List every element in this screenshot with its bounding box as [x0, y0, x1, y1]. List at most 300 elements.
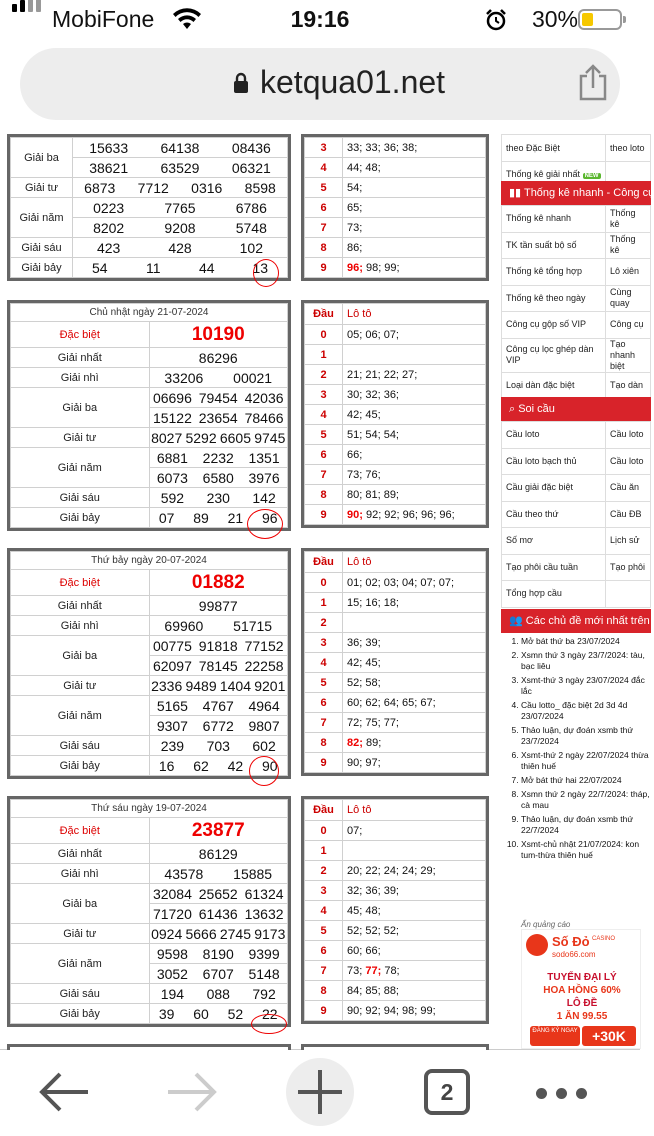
ad-block[interactable] — [521, 920, 641, 1049]
highlight-number: 96; — [347, 261, 363, 274]
prize-number: 61324 — [244, 885, 284, 902]
prize-label: Giải bảy — [11, 258, 73, 278]
quick-stats-panel — [501, 181, 654, 399]
new-tab-button[interactable] — [286, 1058, 354, 1126]
sidebar-link[interactable]: Số mơ — [502, 528, 606, 555]
prize-number: 792 — [252, 985, 276, 1002]
prize-number: 42 — [227, 757, 244, 774]
topic-link[interactable]: 3. Xsmt-thứ 3 ngày 23/07/2024 đắc lắc — [521, 675, 651, 697]
prize-label: Giải sáu — [11, 238, 73, 258]
prize-number: 42036 — [244, 389, 284, 406]
prize-number: 6881 — [156, 449, 188, 466]
loto-row — [305, 921, 486, 941]
prize-row — [11, 756, 288, 776]
loto-row — [305, 385, 486, 405]
prize-label: Giải nhì — [11, 616, 150, 636]
prize-number: 71720 — [152, 905, 192, 922]
loto-table — [301, 300, 489, 528]
loto-numbers: 86; — [343, 238, 486, 258]
prize-row — [11, 258, 288, 278]
sidebar-link[interactable]: Cùng quay — [606, 285, 651, 312]
prize-row — [11, 388, 288, 408]
prize-row — [11, 348, 288, 368]
prize-number: 5165 — [156, 697, 188, 714]
prize-number: 6873 — [84, 179, 116, 196]
prize-number: 7712 — [137, 179, 169, 196]
prize-number: 22258 — [244, 657, 284, 674]
back-icon[interactable] — [38, 1070, 90, 1114]
prize-number: 07 — [158, 509, 175, 526]
loto-row — [305, 821, 486, 841]
prize-number: 96 — [262, 509, 278, 526]
topic-link[interactable]: 4. Cầu lotto_ đặc biệt 2d 3d 4d 23/07/2024 — [521, 700, 651, 722]
prize-number: 0924 — [151, 925, 183, 942]
special-prize-value: 23877 — [149, 818, 288, 844]
sidebar-link[interactable]: Tạo phôi cầu tuần — [502, 554, 606, 581]
loto-head-digit: 9 — [305, 505, 343, 525]
ad-register-button[interactable]: ĐĂNG KÝ NGAY — [530, 1026, 580, 1046]
prize-number: 62 — [193, 757, 209, 774]
prize-number: 06696 — [152, 389, 192, 406]
prize-label: Giải bảy — [11, 508, 150, 528]
topic-link[interactable]: 9. Thảo luận, dự đoán xsmb thứ 22/7/2024 — [521, 814, 651, 836]
loto-head-digit: 1 — [305, 345, 343, 365]
browser-toolbar — [0, 1050, 640, 1136]
sidebar-row — [502, 285, 651, 312]
prize-number: 9807 — [248, 717, 280, 734]
page-content — [0, 138, 654, 1050]
loto-head-digit: 3 — [305, 138, 343, 158]
highlight-number: 90; — [347, 508, 363, 521]
prize-number: 51715 — [233, 617, 273, 634]
prize-number: 6605 — [219, 429, 252, 446]
prize-number: 13632 — [244, 905, 284, 922]
special-prize-row: Đặc biệt 01882 — [11, 570, 288, 596]
loto-head-digit: 4 — [305, 158, 343, 178]
prize-number: 9745 — [254, 429, 286, 446]
prize-row — [11, 944, 288, 964]
loto-numbers: 90; 92; 92; 96; 96; 96; — [343, 505, 486, 525]
prize-row — [11, 508, 288, 528]
prize-number: 7765 — [164, 199, 196, 216]
loto-numbers: 60; 62; 64; 65; 67; — [343, 693, 486, 713]
prize-number: 44 — [198, 259, 215, 276]
sidebar-link[interactable]: Cầu loto bạch thủ — [502, 448, 606, 475]
topic-link[interactable]: 5. Thảo luận, dự đoán xsmb thứ 23/7/2024 — [521, 725, 651, 747]
prize-number: 6073 — [156, 469, 188, 486]
prize-label: Giải sáu — [11, 984, 150, 1004]
prize-label: Giải năm — [11, 696, 150, 736]
loto-numbers: 73; 77; 78; — [343, 961, 486, 981]
loto-row — [305, 405, 486, 425]
prize-label: Giải nhì — [11, 864, 150, 884]
prize-label: Giải nhì — [11, 368, 150, 388]
loto-head-digit: 9 — [305, 753, 343, 773]
sidebar-row — [502, 475, 651, 502]
highlight-number: 82; — [347, 736, 363, 749]
prize-number: 9489 — [185, 677, 217, 694]
sidebar-link[interactable]: theo loto — [606, 135, 651, 162]
sidebar-link[interactable]: Cầu loto — [502, 422, 606, 449]
topic-link[interactable]: 7. Mở bát thứ hai 22/07/2024 — [521, 775, 651, 786]
prize-number: 9208 — [164, 219, 196, 236]
prize-row — [11, 198, 288, 218]
loto-numbers: 44; 48; — [343, 158, 486, 178]
hide-ad-link[interactable]: Ẩn quảng cáo — [521, 920, 571, 929]
loto-row — [305, 593, 486, 613]
topics-panel — [501, 609, 651, 633]
ad-bonus: +30K — [582, 1026, 636, 1046]
prize-row — [11, 676, 288, 696]
result-table — [7, 548, 291, 779]
loto-numbers: 21; 21; 22; 27; — [343, 365, 486, 385]
sidebar-link[interactable]: Thống kê theo ngày — [502, 285, 606, 312]
prize-number: 592 — [160, 489, 185, 506]
prize-number: 22 — [262, 1005, 278, 1022]
ad-line: TUYỂN ĐẠI LÝ — [547, 972, 617, 983]
loto-head-digit: 7 — [305, 961, 343, 981]
quick-stats-header: ▮▮ Thống kê nhanh - Công cụ — [501, 181, 651, 205]
ad-brand: Số Đỏ — [552, 934, 590, 949]
prize-number: 23654 — [198, 409, 238, 426]
sidebar-row — [502, 448, 651, 475]
sidebar-link[interactable]: Tổng hợp cầu — [502, 581, 606, 608]
prize-number: 0316 — [191, 179, 223, 196]
sidebar-link[interactable]: Thống kê nhanh — [502, 206, 606, 233]
prize-row — [11, 844, 288, 864]
prize-number: 62097 — [152, 657, 192, 674]
loto-head-digit: 6 — [305, 693, 343, 713]
prize-number: 08436 — [231, 139, 271, 156]
loto-row — [305, 485, 486, 505]
chart-icon: ▮▮ — [509, 187, 524, 199]
prize-number: 1351 — [248, 449, 280, 466]
status-bar — [0, 0, 640, 40]
loto-head-digit: 1 — [305, 593, 343, 613]
date-header: Chủ nhật ngày 21-07-2024 — [11, 304, 288, 322]
sidebar-link[interactable]: Cầu loto — [606, 448, 651, 475]
prize-label: Giải bảy — [11, 1004, 150, 1024]
special-prize-row: Đặc biệt 10190 — [11, 322, 288, 348]
loto-head-digit: 6 — [305, 198, 343, 218]
prize-number: 39 — [158, 1005, 175, 1022]
tab-switcher-button[interactable]: 2 — [424, 1069, 470, 1115]
loto-numbers: 66; — [343, 445, 486, 465]
loto-numbers — [343, 345, 486, 365]
prize-number: 77152 — [244, 637, 284, 654]
prize-label: Giải tư — [11, 178, 73, 198]
result-table — [7, 300, 291, 531]
loto-numbers: 80; 81; 89; — [343, 485, 486, 505]
prize-number: 38621 — [89, 159, 129, 176]
loto-numbers: 65; — [343, 198, 486, 218]
prize-row — [11, 864, 288, 884]
prize-label: Giải ba — [11, 388, 150, 428]
sidebar-link[interactable]: Công cụ gộp số VIP — [502, 312, 606, 339]
ad-line: 1 ĂN 99.55 — [556, 1011, 608, 1022]
prize-number: 5292 — [185, 429, 217, 446]
prize-row — [11, 138, 288, 158]
sidebar-link[interactable]: Thống kê — [606, 232, 651, 259]
alarm-icon — [484, 8, 508, 32]
prize-number: 194 — [160, 985, 185, 1002]
prize-number: 8190 — [202, 945, 234, 962]
sidebar-link[interactable]: TK tần suất bộ số — [502, 232, 606, 259]
topic-link[interactable]: 10. Xsmt-chủ nhật 21/07/2024: kon tum-thừa thiên huế — [521, 839, 651, 861]
topic-link[interactable]: 1. Mở bát thứ ba 23/07/2024 — [521, 636, 651, 647]
prize-number: 9399 — [248, 945, 280, 962]
loto-head-digit: 3 — [305, 633, 343, 653]
loto-head-digit: 8 — [305, 485, 343, 505]
users-icon: 👥 — [509, 615, 526, 627]
sidebar-link[interactable]: Thống kê giải nhất NEW — [502, 161, 606, 188]
sidebar-link[interactable]: Công cụ lọc ghép dàn VIP — [502, 338, 606, 372]
prize-number: 8027 — [151, 429, 183, 446]
loto-head-digit: 7 — [305, 218, 343, 238]
loto-numbers: 45; 48; — [343, 901, 486, 921]
loto-row — [305, 198, 486, 218]
ad-casino: CASINO — [592, 936, 616, 942]
prize-number: 2745 — [219, 925, 252, 942]
loto-numbers: 52; 52; 52; — [343, 921, 486, 941]
loto-row — [305, 238, 486, 258]
loto-row — [305, 841, 486, 861]
loto-head-digit: 4 — [305, 901, 343, 921]
prize-number: 33206 — [164, 369, 204, 386]
prize-label: Giải sáu — [11, 488, 150, 508]
sidebar-link[interactable]: Tạo nhanh biệt — [606, 338, 651, 372]
prize-number: 9598 — [156, 945, 188, 962]
sidebar-link[interactable]: Cầu theo thứ — [502, 501, 606, 528]
highlight-number: 77; — [365, 964, 382, 977]
loto-row — [305, 365, 486, 385]
url-text[interactable]: ketqua01.net — [260, 64, 446, 100]
prize-label: Giải nhất — [11, 348, 150, 368]
prize-number: 142 — [252, 489, 276, 506]
special-prize-value: 10190 — [149, 322, 288, 348]
prize-row — [11, 428, 288, 448]
prize-label: Giải sáu — [11, 736, 150, 756]
prize-number: 90 — [262, 757, 278, 774]
address-bar[interactable] — [20, 48, 620, 120]
prize-number: 11 — [145, 259, 161, 276]
loto-numbers: 90; 92; 94; 98; 99; — [343, 1001, 486, 1021]
prize-label: Giải năm — [11, 198, 73, 238]
sidebar-link[interactable]: Lịch sử — [606, 528, 651, 555]
prize-number: 6772 — [202, 717, 234, 734]
prize-row — [11, 238, 288, 258]
prize-number: 5666 — [185, 925, 217, 942]
sidebar-row — [502, 259, 651, 286]
new-badge: NEW — [584, 173, 599, 180]
prize-number: 0223 — [93, 199, 125, 216]
prize-number: 32084 — [152, 885, 192, 902]
sidebar-link[interactable] — [606, 581, 651, 608]
loto-row — [305, 901, 486, 921]
sidebar-row — [502, 422, 651, 449]
prize-number: 00021 — [233, 369, 273, 386]
date-header: Thứ sáu ngày 19-07-2024 — [11, 800, 288, 818]
sidebar-link[interactable]: Cầu giải đặc biệt — [502, 475, 606, 502]
loto-numbers: 90; 97; — [343, 753, 486, 773]
prize-number: 2336 — [151, 677, 183, 694]
prize-number: 79454 — [198, 389, 238, 406]
loto-numbers: 32; 36; 39; — [343, 881, 486, 901]
topic-link[interactable]: 6. Xsmt-thứ 2 ngày 22/07/2024 thừa thiên huế — [521, 750, 651, 772]
prize-number: 9201 — [254, 677, 286, 694]
prize-number: 99877 — [198, 597, 238, 614]
prize-label: Giải ba — [11, 636, 150, 676]
loto-head-digit: 8 — [305, 238, 343, 258]
share-icon[interactable] — [578, 64, 608, 102]
topic-link[interactable]: 2. Xsmn thứ 3 ngày 23/7/2024: tàu, bạc liêu — [521, 650, 651, 672]
loto-row — [305, 138, 486, 158]
forward-icon[interactable] — [166, 1070, 218, 1114]
prize-number: 16 — [158, 757, 175, 774]
prize-row — [11, 984, 288, 1004]
prize-number: 3976 — [248, 469, 280, 486]
loto-numbers: 42; 45; — [343, 653, 486, 673]
prize-number: 15633 — [89, 139, 129, 156]
loto-head-digit: 5 — [305, 178, 343, 198]
loto-row — [305, 1001, 486, 1021]
loto-head-digit: 7 — [305, 465, 343, 485]
loto-row — [305, 573, 486, 593]
prize-number: 4767 — [202, 697, 234, 714]
sidebar-link[interactable]: Thống kê tổng hợp — [502, 259, 606, 286]
prize-row — [11, 736, 288, 756]
loto-numbers: 60; 66; — [343, 941, 486, 961]
lock-icon — [232, 72, 250, 94]
loto-numbers: 01; 02; 03; 04; 07; 07; — [343, 573, 486, 593]
loto-numbers: 20; 22; 24; 24; 29; — [343, 861, 486, 881]
loto-row — [305, 345, 486, 365]
prize-number: 239 — [160, 737, 185, 754]
handwritten-circle — [249, 756, 279, 786]
prize-number: 703 — [206, 737, 230, 754]
prize-row — [11, 1004, 288, 1024]
special-prize-row: Đặc biệt 23877 — [11, 818, 288, 844]
prize-label: Giải tư — [11, 924, 150, 944]
prize-row — [11, 596, 288, 616]
loto-numbers: 42; 45; — [343, 405, 486, 425]
loto-header: Đầu Lô tô — [305, 304, 486, 325]
loto-head-digit: 2 — [305, 613, 343, 633]
sidebar-link[interactable]: theo Đặc Biệt — [502, 135, 606, 162]
soi-cau-header: ⌕ Soi cầu — [501, 397, 651, 421]
special-prize-value: 01882 — [149, 570, 288, 596]
search-icon: ⌕ — [509, 403, 519, 415]
prize-number: 5748 — [235, 219, 267, 236]
loto-row — [305, 425, 486, 445]
plus-icon — [286, 1058, 354, 1126]
ad-banner[interactable] — [521, 929, 641, 1049]
sidebar-row — [502, 581, 651, 608]
loto-row — [305, 653, 486, 673]
loto-row — [305, 258, 486, 278]
loto-numbers: 07; — [343, 821, 486, 841]
prize-number: 54 — [91, 259, 108, 276]
sidebar-row — [502, 372, 651, 399]
prize-number: 00775 — [152, 637, 192, 654]
handwritten-circle — [247, 509, 283, 539]
prize-number: 64138 — [160, 139, 200, 156]
prize-number: 52 — [227, 1005, 244, 1022]
result-table — [7, 134, 291, 281]
loto-row — [305, 941, 486, 961]
topic-link[interactable]: 8. Xsmn thứ 2 ngày 22/7/2024: tháp, cà mau — [521, 789, 651, 811]
soi-cau-panel — [501, 397, 651, 608]
loto-head-digit: 6 — [305, 445, 343, 465]
loto-head-digit: 4 — [305, 405, 343, 425]
loto-numbers: 84; 85; 88; — [343, 981, 486, 1001]
loto-header: Đầu Lô tô — [305, 800, 486, 821]
sidebar-link[interactable]: Cầu ĐB — [606, 501, 651, 528]
battery-icon — [578, 9, 622, 30]
loto-numbers — [343, 613, 486, 633]
prize-row — [11, 368, 288, 388]
sidebar-link[interactable]: Tạo dàn — [606, 372, 651, 399]
prize-label: Giải nhất — [11, 596, 150, 616]
loto-head-digit: 8 — [305, 981, 343, 1001]
loto-numbers: 72; 75; 77; — [343, 713, 486, 733]
loto-row — [305, 445, 486, 465]
loto-row — [305, 981, 486, 1001]
sidebar-link[interactable]: Cầu ăn — [606, 475, 651, 502]
sidebar-link[interactable]: Loại dàn đặc biệt — [502, 372, 606, 399]
loto-row — [305, 673, 486, 693]
handwritten-circle — [251, 1014, 287, 1034]
prize-label: Giải tư — [11, 676, 150, 696]
sidebar-link[interactable]: Cầu loto — [606, 422, 651, 449]
prize-number: 43578 — [164, 865, 204, 882]
date-header: Thứ bảy ngày 20-07-2024 — [11, 552, 288, 570]
ad-site: sodo66.com — [552, 950, 596, 959]
sidebar-link[interactable]: Thống kê — [606, 206, 651, 233]
clock: 19:16 — [290, 6, 350, 32]
prize-number: 78466 — [244, 409, 284, 426]
loto-numbers: 73; — [343, 218, 486, 238]
loto-row — [305, 861, 486, 881]
prize-number: 1404 — [219, 677, 252, 694]
prize-row — [11, 636, 288, 656]
prize-number: 088 — [206, 985, 230, 1002]
loto-head-digit: 6 — [305, 941, 343, 961]
sidebar-row — [502, 312, 651, 339]
sidebar-link[interactable]: Tạo phôi — [606, 554, 651, 581]
prize-row — [11, 924, 288, 944]
loto-head-digit: 2 — [305, 861, 343, 881]
prize-number: 8598 — [244, 179, 276, 196]
sidebar-link[interactable]: Công cụ — [606, 312, 651, 339]
loto-numbers: 05; 06; 07; — [343, 325, 486, 345]
prize-number: 6580 — [202, 469, 234, 486]
result-table — [7, 796, 291, 1027]
prize-number: 06321 — [231, 159, 271, 176]
prize-label: Giải năm — [11, 448, 150, 488]
prize-number: 5148 — [248, 965, 280, 982]
loto-head-digit: 5 — [305, 921, 343, 941]
prize-label: Giải ba — [11, 138, 73, 178]
loto-head-digit: 9 — [305, 1001, 343, 1021]
prize-number: 423 — [96, 239, 121, 256]
prize-label: Giải ba — [11, 884, 150, 924]
sidebar-link[interactable]: Lô xiên — [606, 259, 651, 286]
prize-number: 8202 — [93, 219, 125, 236]
prize-number: 15122 — [152, 409, 192, 426]
loto-row — [305, 881, 486, 901]
loto-table — [301, 548, 489, 776]
